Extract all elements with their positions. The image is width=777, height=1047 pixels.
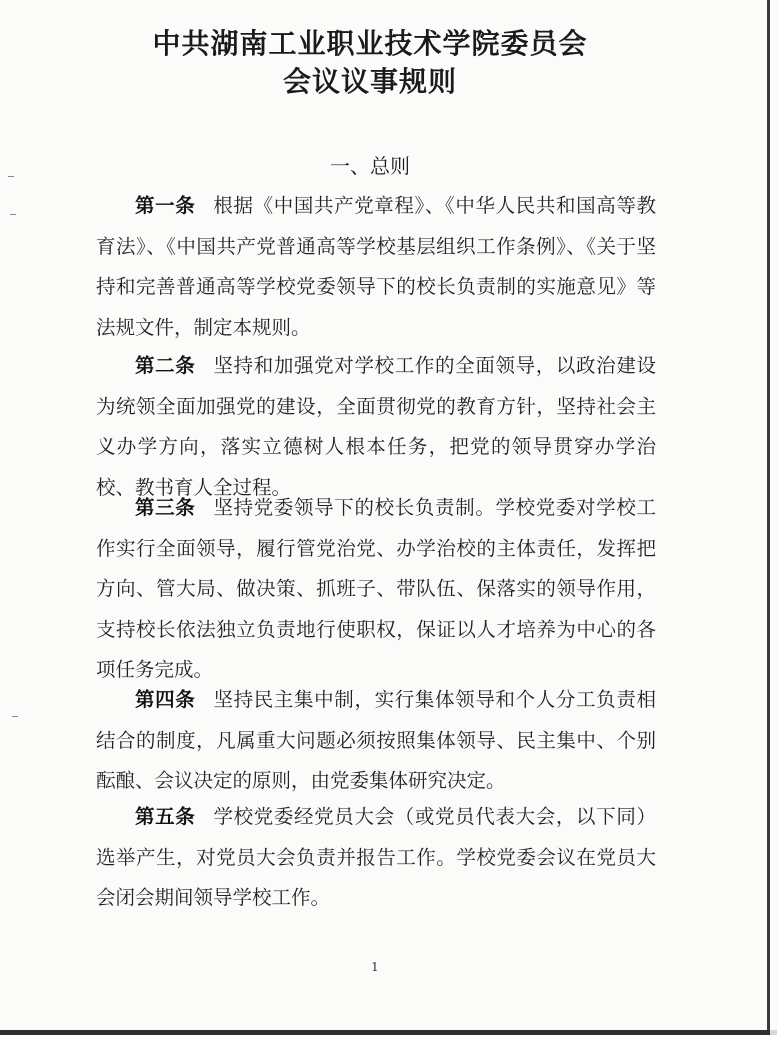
article-5 [96,797,656,919]
article-4-text: 坚持民主集中制，实行集体领导和个人分工负责相结合的制度，凡属重大问题必须按照集体领导、民主集中、个别酝酿、会议决定的原则，由党委集体研究决定。 [96,688,656,792]
article-2-text: 坚持和加强党对学校工作的全面领导，以政治建设为统领全面加强党的建设，全面贯彻党的教育方针，坚持社会主义办学方向，落实立德树人根本任务，把党的领导贯穿办学治校、教书育人全过程。 [96,354,656,499]
article-1-text: 根据《中国共产党章程》、《中华人民共和国高等教育法》、《中国共产党普通高等学校基层组织工作条例》、《关于坚持和完善普通高等学校党委领导下的校长负责制的实施意见》等法规文件，制定本规则。 [96,194,656,339]
document-title-line-2: 会议议事规则 [282,65,457,98]
article-5-text: 学校党委经党员大会（或党员代表大会，以下同）选举产生，对党员大会负责并报告工作。学校党委会议在党员大会闭会期间领导学校工作。 [96,805,656,909]
page-right-edge [767,0,770,1030]
page-number: 1 [371,960,379,974]
article-4-number: 第四条 [135,688,196,711]
article-4 [96,680,656,802]
article-5-number: 第五条 [135,805,196,828]
scan-mark [8,176,14,177]
page-bottom-margin [0,1035,777,1047]
article-3-number: 第三条 [135,496,196,519]
section-heading: 一、总则 [330,154,410,178]
article-3-text: 坚持党委领导下的校长负责制。学校党委对学校工作实行全面领导，履行管党治党、办学治校的主体责任，发挥把方向、管大局、做决策、抓班子、带队伍、保落实的领导作用，支持校长依法独立负责地行使职权，保证以人才培养为中心的各项任务完成。 [96,496,656,681]
document-title-line-1: 中共湖南工业职业技术学院委员会 [152,27,588,60]
article-2 [96,346,656,508]
article-1-number: 第一条 [135,194,196,217]
scan-mark [10,214,16,215]
article-1 [96,186,656,348]
scan-mark [12,716,18,717]
article-2-number: 第二条 [135,354,196,377]
article-3 [96,488,656,691]
